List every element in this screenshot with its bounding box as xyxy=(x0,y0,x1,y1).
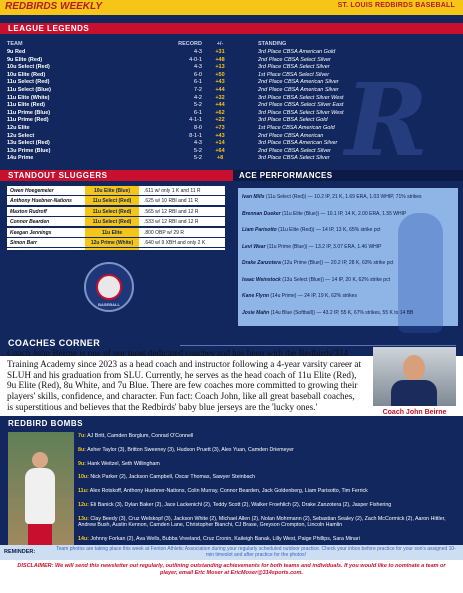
team-record: 8-0 xyxy=(194,125,202,131)
sluggers-header xyxy=(0,170,233,181)
home-run-list-item xyxy=(78,433,458,440)
newsletter-title: REDBIRDS WEEKLY xyxy=(5,1,103,12)
reminder-bar xyxy=(0,545,463,560)
home-run-hitters: AJ Britt, Camden Borglum, Conrad O'Connell xyxy=(85,433,194,439)
pitching-stat: — 20.2 IP, 28 K, 63% strike pct xyxy=(323,260,394,266)
team-name: 11u Prime (Blue) xyxy=(7,109,51,116)
pitching-stat: — 43.2 IP, 55 K, 67% strikes, 55 K to 14 BB xyxy=(315,309,414,316)
team-name: 13u Select (Red) xyxy=(7,140,50,147)
team-badge: 11u Select (Red) xyxy=(85,207,139,216)
home-run-hitters: Nick Parker (2), Jackson Campbell, Oscar Thomas, Sawyer Steinbach xyxy=(88,474,256,481)
slugger-row xyxy=(7,228,225,237)
pitcher-name: Ivan Mills xyxy=(242,194,265,200)
player-name: Owen Hoegemeier xyxy=(10,188,54,194)
reminder-label: REMINDER: xyxy=(4,549,36,555)
standings-header-row xyxy=(0,41,463,48)
batting-stat: .565 w/ 12 RBI and 12 R xyxy=(144,208,199,215)
redbirds-badge-icon xyxy=(84,262,134,312)
team-standing: 2nd Place CBSA Select Silver xyxy=(258,147,331,154)
team-name: 11u Select (Blue) xyxy=(7,87,52,93)
pitcher-team: (11u Elite (Red)) xyxy=(278,227,315,233)
section-title: LEAGUE LEGENDS xyxy=(8,24,90,33)
redbirds-badge-area xyxy=(0,250,233,334)
team-record: 4-3 xyxy=(194,64,202,71)
run-differential: +8 xyxy=(216,155,224,162)
team-name: 11u Elite (White) xyxy=(7,94,50,101)
age-group-label: 7u: xyxy=(78,433,86,439)
section-title: REDBIRD BOMBS xyxy=(8,419,83,428)
player-name: Connor Bearden xyxy=(10,219,50,226)
team-standing: 1st Place CBSA American Gold xyxy=(258,125,335,131)
standings-row xyxy=(0,79,463,86)
home-run-hitters: Hank Weitzel, Seth Willingham xyxy=(85,460,160,467)
age-group-label: 12u: xyxy=(78,502,89,508)
team-name: 10u Select (Red) xyxy=(7,64,50,71)
player-uniform xyxy=(25,468,55,524)
run-differential: +22 xyxy=(215,117,225,124)
pitcher-name: Josie Mahn xyxy=(242,309,270,316)
home-run-hitters: Johnny Forkan (2), Ava Wells, Bubba Vreeland, Cruz Cronin, Kaileigh Banak, Lilly West, Paige Phillips, Sara Minari xyxy=(88,536,360,543)
run-differential: +50 xyxy=(215,71,225,78)
pitcher-name: Drake Zanzotera xyxy=(242,260,281,266)
pitcher-team: (13u Select (Blue)) xyxy=(282,276,324,283)
age-group-label: 8u: xyxy=(78,446,86,453)
team-badge: 11u Select (Red) xyxy=(85,217,139,226)
team-standing: 2nd Place CBSA American Silver xyxy=(258,79,339,86)
home-run-list-item xyxy=(78,516,458,529)
home-run-list-item xyxy=(78,474,458,481)
home-run-list-item xyxy=(78,488,458,495)
standings-row xyxy=(0,155,463,162)
team-name: 9u Elite (Red) xyxy=(7,56,43,63)
team-name: 10u Elite (Red) xyxy=(7,71,46,78)
team-standing: 3rd Place CBSA Select Silver West xyxy=(258,94,344,101)
run-differential: +44 xyxy=(215,102,225,109)
standings-row xyxy=(0,95,463,102)
player-photo xyxy=(8,432,74,560)
column-header-record: RECORD xyxy=(178,41,202,47)
standings-row xyxy=(0,87,463,94)
pitcher-row xyxy=(242,293,456,299)
player-name: Keegan Jennings xyxy=(10,229,52,236)
age-group-label: 10u: xyxy=(78,474,89,481)
coach-shirt xyxy=(391,380,437,406)
team-record: 4-3 xyxy=(194,140,202,147)
home-run-list-item xyxy=(78,447,458,454)
standings-row xyxy=(0,133,463,140)
column-header-standing: STANDING xyxy=(258,41,287,47)
team-record: 7-2 xyxy=(194,87,202,93)
slugger-row xyxy=(7,238,225,247)
standings-row xyxy=(0,117,463,124)
team-badge: 11u Elite xyxy=(85,228,139,237)
age-group-label: 13u: xyxy=(78,515,89,522)
home-run-hitters: Eli Banick (3), Dylan Baker (2), Jace Lackenichl (2), Teddy Scott (2), Walker Froehlich (2), Drake Zanzotera (2), Jasper Fishering xyxy=(88,502,392,508)
team-record: 5-2 xyxy=(194,147,202,154)
run-differential: +43 xyxy=(215,132,225,139)
pitcher-name: Levi Wear xyxy=(242,243,266,250)
standout-sluggers-section xyxy=(0,166,233,250)
pitching-stat: — 24 IP, 19 K, 62% strikes xyxy=(296,293,357,299)
team-name: 12u Select xyxy=(7,132,35,139)
column-header-plusminus: +/- xyxy=(216,41,224,47)
pitcher-team: (11u Select (Red)) xyxy=(265,194,307,200)
slugger-row xyxy=(7,207,225,216)
disclaimer-text: DISCLAIMER: We will send this newsletter out regularly, outlining outstanding achievements for both teams and individuals. If you would like to nominate a team or player, email Eric Moser at EricMoser@314sports.com. xyxy=(17,563,446,576)
team-name: 12u Elite xyxy=(7,125,30,131)
section-title: STANDOUT SLUGGERS xyxy=(8,171,108,180)
pitcher-row xyxy=(242,277,456,283)
team-record: 6-1 xyxy=(194,79,202,86)
team-record: 4-0-1 xyxy=(189,56,202,63)
run-differential: +14 xyxy=(215,140,225,147)
organization-name: ST. LOUIS REDBIRDS BASEBALL xyxy=(337,2,455,9)
team-record: 4-1-1 xyxy=(189,117,202,124)
ace-performances-header xyxy=(233,170,463,181)
home-run-list-item xyxy=(78,536,458,543)
pitcher-name: Isaac Weinstock xyxy=(242,276,281,283)
baseball-icon xyxy=(96,274,122,300)
team-record: 6-1 xyxy=(194,109,202,116)
pitching-stat: — 10.1 IP, 14 K, 2.00 ERA, 1.55 WHIP xyxy=(319,210,407,217)
coach-photo xyxy=(373,347,456,406)
team-badge: 12u Prime (White) xyxy=(85,238,139,247)
age-group-label: 11u: xyxy=(78,488,89,495)
pitcher-name: Brennan Dueker xyxy=(242,210,281,217)
team-record: 6-0 xyxy=(194,71,202,78)
standings-row xyxy=(0,57,463,64)
batting-stat: .611 w/ only 1 K and 11 R xyxy=(144,188,201,194)
team-standing: 2nd Place CBSA American xyxy=(258,132,324,139)
player-portrait-icon xyxy=(32,452,48,468)
league-legends-section xyxy=(0,15,463,166)
batting-stat: .800 OBP w/ 29 R xyxy=(144,229,184,236)
home-run-hitters: Alex Rotskoff, Anthony Huebner-Nations, Colin Murray, Connor Bearden, Jack Goldenberg, Liam Parisotto, Tim Ferrick xyxy=(88,488,368,495)
badge-text: BASEBALL xyxy=(98,302,120,307)
player-name: Maxton Rudroff xyxy=(10,208,47,215)
ace-performances-panel xyxy=(238,188,458,326)
team-name: 14u Prime xyxy=(7,155,34,162)
run-differential: +44 xyxy=(215,87,225,93)
pitcher-team: (14u Blue (Softball)) xyxy=(270,309,316,316)
pitcher-row xyxy=(242,211,456,217)
pitcher-team: (11u Elite (Blue)) xyxy=(282,210,320,217)
team-standing: 3rd Place CBSA American Gold xyxy=(258,49,336,55)
coach-portrait-icon xyxy=(403,355,425,381)
reminder-text: Team photos are taking place this week at Fenton Athletic Association during your regularly scheduled outdoor practice. Check your inbox before practice for your son's assigned 10-min timeslot and after practice for the photos! xyxy=(56,546,456,558)
run-differential: +62 xyxy=(215,109,225,116)
age-group-label: 9u: xyxy=(78,460,86,467)
standings-row xyxy=(0,110,463,117)
standings-row xyxy=(0,148,463,155)
team-record: 4-3 xyxy=(194,49,202,55)
team-standing: 3rd Place CBSA Select Gold xyxy=(258,117,328,124)
coach-photo-caption: Coach John Beirne xyxy=(382,409,447,416)
team-standing: 1st Place CBSA Select Silver xyxy=(258,71,330,78)
team-standing: 3rd Place CBSA American Silver xyxy=(258,140,338,147)
pitcher-row xyxy=(242,227,456,233)
team-name: 9u Red xyxy=(7,49,26,55)
header-divider xyxy=(180,345,456,346)
team-record: 5-2 xyxy=(194,102,202,109)
standings-row xyxy=(0,49,463,56)
coach-bio-text: Coach John Beirne is one of our most dedicated coaches and has been with the Redbirds/314 Training Academy since 2023 as a head coach and instructor following a 4-year varsity career at SLUH and his graduation from SLU. Currently, he serves as the head coach of 11u Elite (Red), 9u Elite (Red), 8u White, and 7u Blue. There are few coaches more committed to growing their players' skills, confidence, and character. Fun fact: Coach John, like all great baseball coaches, is superstitious and believes that the Redbirds' baby blue jerseys are the 'lucky ones.' xyxy=(7,348,362,412)
ace-performances-section xyxy=(233,166,463,334)
section-title: ACE PERFORMANCES xyxy=(239,171,333,180)
team-badge: 11u Select (Red) xyxy=(85,196,139,205)
batting-stat: .625 w/ 10 RBI and 11 R xyxy=(144,198,199,205)
batting-stat: .533 w/ 12 RBI and 12 R xyxy=(144,219,199,226)
column-header-team: TEAM xyxy=(7,41,23,47)
slugger-row xyxy=(7,196,225,205)
team-record: 8-1-1 xyxy=(189,132,202,139)
redbirds-logo-watermark-icon: R xyxy=(345,61,429,166)
team-standing: 3rd Place CBSA Select Silver xyxy=(258,155,330,162)
team-name: 13u Prime (Blue) xyxy=(7,147,51,154)
pitcher-row xyxy=(242,194,456,200)
team-standing: 2nd Place CBSA Select Silver East xyxy=(258,102,344,109)
pitcher-name: Kane Flynn xyxy=(242,293,269,299)
masthead xyxy=(0,0,463,15)
team-name: 11u Elite (Red) xyxy=(7,102,45,109)
team-standing: 2nd Place CBSA American Silver xyxy=(258,87,339,93)
team-standing: 3rd Place CBSA Select Silver xyxy=(258,64,330,71)
team-record: 5-2 xyxy=(194,155,202,162)
pitching-stat: — 10.2 IP, 21 K, 1.69 ERA, 1.03 WHIP, 71% strikes xyxy=(306,194,422,200)
run-differential: +48 xyxy=(215,56,225,63)
pitcher-name: Liam Parisotto xyxy=(242,227,277,233)
run-differential: +31 xyxy=(215,49,225,55)
player-name: Anthony Huebner-Nations xyxy=(10,198,72,205)
batting-stat: .640 w/ 9 XBH and only 2 K xyxy=(144,240,206,246)
home-run-list-item xyxy=(78,461,458,468)
team-badge: 10u Elite (Blue) xyxy=(85,186,139,195)
pitcher-team: (14u Prime) xyxy=(270,293,297,299)
player-name: Simon Barr xyxy=(10,240,37,246)
pitching-stat: — 14 IP, 20 K, 62% strike pct xyxy=(323,276,390,283)
pitcher-row xyxy=(242,310,456,316)
run-differential: +32 xyxy=(215,94,225,101)
standings-row xyxy=(0,140,463,147)
team-standing: 3rd Place CBSA Select Silver West xyxy=(258,109,344,116)
pitcher-team: (12u Prime (Blue)) xyxy=(282,260,324,266)
age-group-label: 14u: xyxy=(78,536,89,543)
pitcher-team: (11u Prime (Blue)) xyxy=(266,243,308,250)
league-legends-header xyxy=(0,23,463,34)
slugger-row xyxy=(7,186,225,195)
home-run-hitters: Asher Taylor (3), Britton Sweeney (3), Hudson Pruett (3), Alex Yuan, Camden Driemeyer xyxy=(85,446,294,453)
standings-row xyxy=(0,64,463,71)
run-differential: +13 xyxy=(215,64,225,71)
team-record: 4-2 xyxy=(194,94,202,101)
run-differential: +73 xyxy=(215,125,225,131)
pitcher-row xyxy=(242,244,456,250)
pitcher-row xyxy=(242,260,456,266)
team-standing: 2nd Place CBSA Select Silver xyxy=(258,56,331,63)
disclaimer-bar xyxy=(0,560,463,593)
pitching-stat: — 14 IP, 13 K, 65% strike pct xyxy=(314,227,381,233)
home-run-list-item xyxy=(78,502,458,509)
run-differential: +43 xyxy=(215,79,225,86)
team-name: 11u Select (Red) xyxy=(7,79,50,86)
pitching-stat: — 13.2 IP, 3.07 ERA, 1.46 WHIP xyxy=(307,243,382,250)
home-run-hitters: Clay Beedy (3), Cruz Welskopf (3), Jackson White (2), Michael Allen (2), Nolan Mohrmann (2), Sebastian Sealey (2), Zach McCormick (2), Aaron Hittler, Andrew Bush, Austin Kennon, Camden Lane, Christopher Bianchi, CJ Brase, Greyson Crompton, Lincoln Hamlin xyxy=(78,515,446,529)
team-name: 11u Prime (Red) xyxy=(7,117,49,124)
standings-row xyxy=(0,72,463,79)
slugger-row xyxy=(7,217,225,226)
run-differential: +64 xyxy=(215,147,225,154)
standings-row xyxy=(0,102,463,109)
section-title: COACHES CORNER xyxy=(8,338,101,348)
standings-row xyxy=(0,125,463,132)
